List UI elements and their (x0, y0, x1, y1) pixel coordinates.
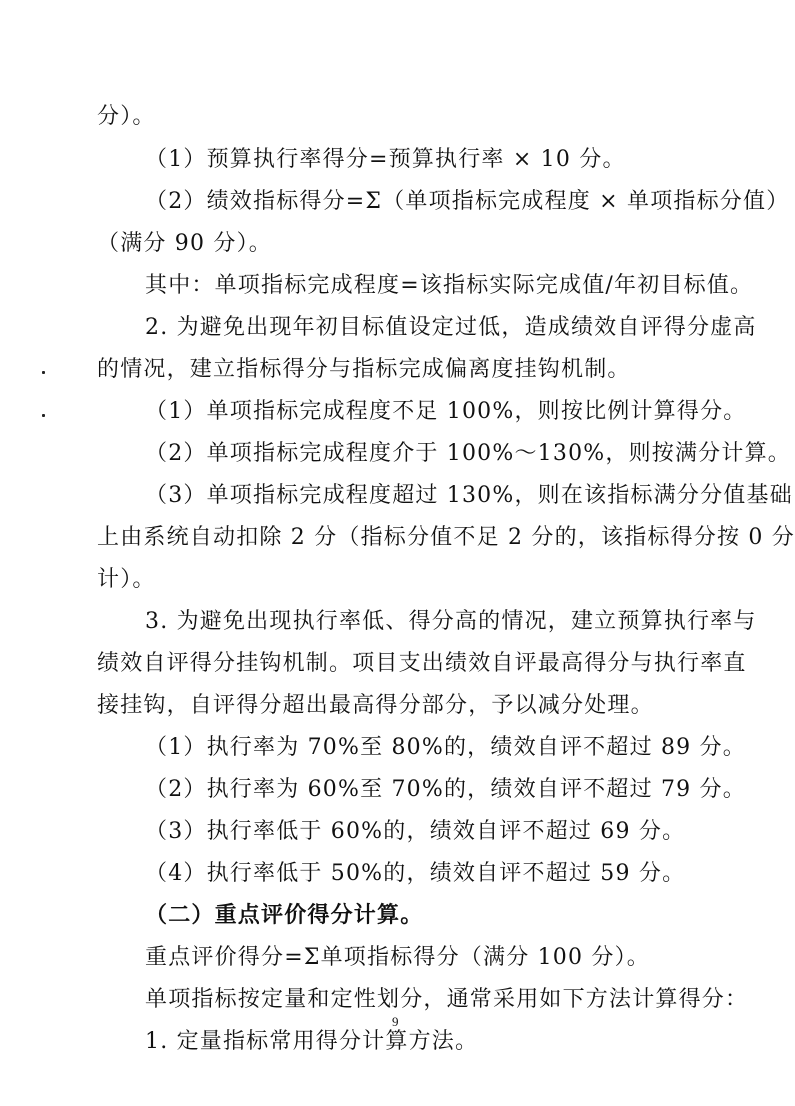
text-line-7: 的情况，建立指标得分与指标完成偏离度挂钩机制。 (97, 357, 631, 382)
text-line-14: 绩效自评得分挂钩机制。项目支出绩效自评最高得分与执行率直 (97, 651, 747, 676)
scan-mark (42, 371, 45, 374)
text-line-16: （1）执行率为 70%至 80%的，绩效自评不超过 89 分。 (145, 735, 746, 760)
page-number: 9 (392, 1014, 399, 1029)
text-line-1: 分）。 (97, 104, 156, 129)
text-line-4: （满分 90 分）。 (97, 231, 272, 256)
text-line-3: （2）绩效指标得分=Σ（单项指标完成程度 × 单项指标分值） (145, 189, 790, 214)
text-line-12: 计）。 (97, 567, 156, 592)
text-line-19: （4）执行率低于 50%的，绩效自评不超过 59 分。 (145, 861, 686, 886)
text-line-21: 重点评价得分=Σ单项指标得分（满分 100 分）。 (145, 945, 650, 970)
text-line-2: （1）预算执行率得分=预算执行率 × 10 分。 (145, 147, 626, 172)
text-line-15: 接挂钩，自评得分超出最高得分部分，予以减分处理。 (97, 693, 654, 718)
text-line-17: （2）执行率为 60%至 70%的，绩效自评不超过 79 分。 (145, 777, 746, 802)
text-line-6: 2. 为避免出现年初目标值设定过低，造成绩效自评得分虚高 (145, 315, 757, 340)
text-line-5: 其中：单项指标完成程度=该指标实际完成值/年初目标值。 (145, 273, 754, 298)
text-line-10: （3）单项指标完成程度超过 130%，则在该指标满分分值基础 (145, 483, 793, 508)
text-line-11: 上由系统自动扣除 2 分（指标分值不足 2 分的，该指标得分按 0 分 (97, 525, 795, 550)
text-line-22: 单项指标按定量和定性划分，通常采用如下方法计算得分： (145, 987, 749, 1012)
text-line-23: 1. 定量指标常用得分计算方法。 (145, 1029, 479, 1054)
text-line-9: （2）单项指标完成程度介于 100%～130%，则按满分计算。 (145, 441, 791, 466)
text-line-18: （3）执行率低于 60%的，绩效自评不超过 69 分。 (145, 819, 686, 844)
section-heading: （二）重点评价得分计算。 (145, 903, 424, 928)
text-line-13: 3. 为避免出现执行率低、得分高的情况，建立预算执行率与 (145, 609, 757, 634)
text-line-8: （1）单项指标完成程度不足 100%，则按比例计算得分。 (145, 399, 747, 424)
scan-mark (42, 414, 45, 417)
